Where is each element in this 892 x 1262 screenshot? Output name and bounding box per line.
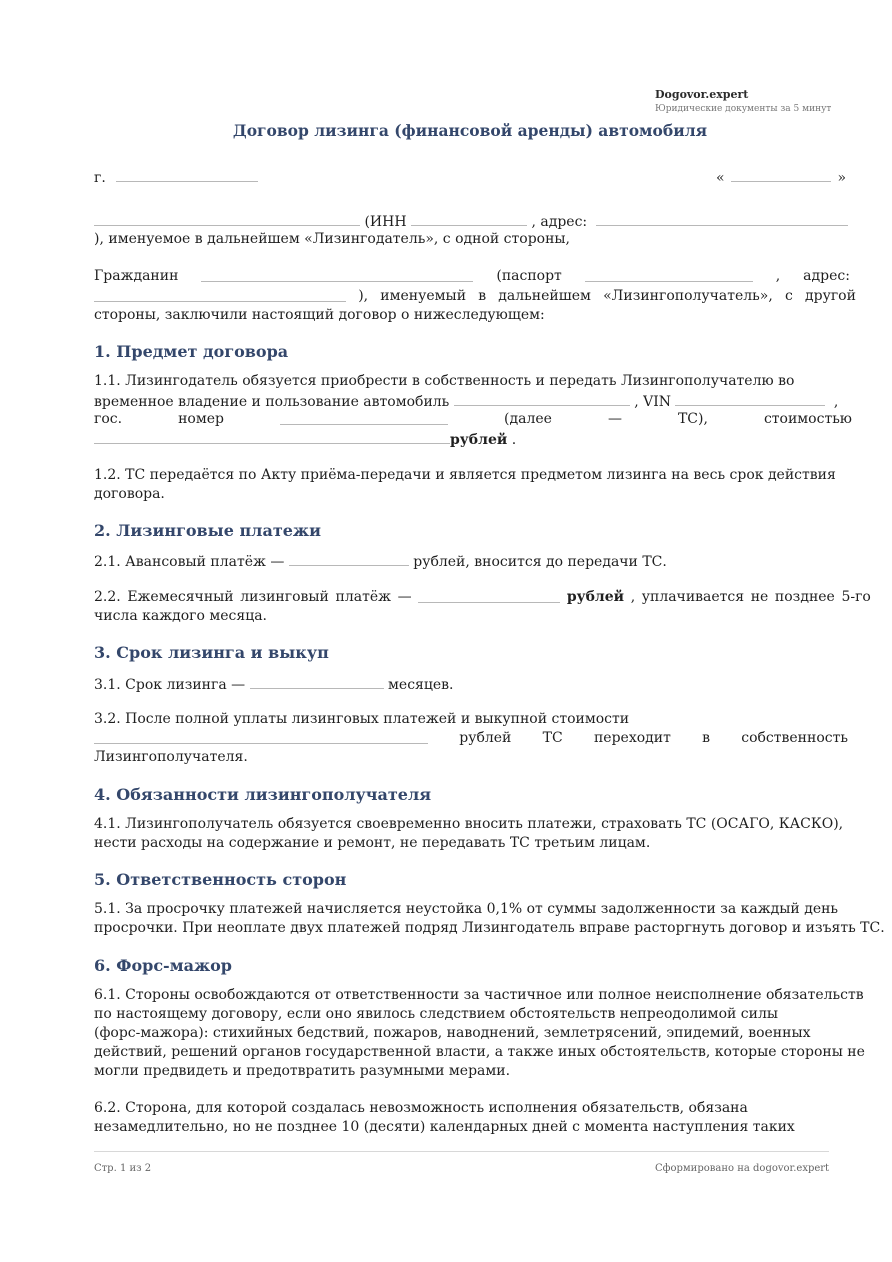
section-6-heading: 6. Форс-мажор — [94, 956, 232, 975]
party1-inn-label: (ИНН — [364, 214, 407, 230]
word: — — [397, 589, 412, 605]
s6-p1-line3: (форс-мажора): стихийных бедствий, пожаров, наводнений, землетрясений, эпидемий, военных — [94, 1025, 811, 1041]
s1-p1-line2 — [94, 391, 838, 412]
party2-passport-blank — [585, 267, 753, 282]
section-4-heading: 4. Обязанности лизингополучателя — [94, 785, 432, 804]
word: с — [785, 288, 793, 304]
word: переходит — [593, 730, 671, 746]
s1-p2-line1: 1.2. ТС передаётся по Акту приёма-передачи и является предметом лизинга на весь срок действия — [94, 467, 836, 483]
section-2-heading: 2. Лизинговые платежи — [94, 521, 321, 540]
text: 3.1. Срок лизинга — — [94, 677, 246, 693]
car-blank — [454, 391, 630, 406]
party2-address-label: адрес: — [803, 268, 850, 284]
word: гос. — [94, 411, 123, 427]
word: (далее — [504, 411, 552, 427]
word: , — [630, 589, 636, 605]
footer-generated: Сформировано на dogovor.expert — [655, 1163, 830, 1174]
word: позднее — [774, 589, 835, 605]
party1-line1 — [94, 211, 848, 232]
word: дальнейшем — [498, 288, 591, 304]
text: , — [833, 394, 839, 410]
text: 2.1. Авансовый платёж — — [94, 554, 285, 570]
brand-block — [655, 88, 831, 114]
party2-name-blank — [201, 267, 473, 282]
brand-name: Dogovor.expert — [655, 88, 749, 101]
s1-p2-line2: договора. — [94, 486, 165, 502]
term-blank — [250, 674, 384, 689]
party1-line2: ), именуемое в дальнейшем «Лизингодатель», с одной стороны, — [94, 231, 571, 247]
party2-line2 — [94, 287, 856, 306]
party1-inn-blank — [411, 211, 527, 226]
word: уплачивается — [641, 589, 745, 605]
word: собственность — [741, 730, 848, 746]
word: стоимостью — [763, 411, 852, 427]
word: ТС — [542, 730, 563, 746]
s6-p2-line2: незамедлительно, но не позднее 10 (десяти) календарных дней с момента наступления таких — [94, 1119, 795, 1135]
party2-line3: стороны, заключили настоящий договор о нижеследующем: — [94, 307, 545, 323]
rub-label: рублей — [566, 589, 625, 605]
s5-p1-line1: 5.1. За просрочку платежей начисляется неустойка 0,1% от суммы задолженности за каждый день — [94, 901, 839, 917]
word: «Лизингополучатель», — [603, 288, 773, 304]
word: номер — [178, 411, 224, 427]
word: платёж — [335, 589, 391, 605]
text: месяцев. — [388, 677, 454, 693]
cost-blank — [94, 429, 450, 444]
word: 5-го — [841, 589, 871, 605]
party2-passport-label: (паспорт — [496, 268, 562, 284]
party2-address-blank — [94, 287, 346, 302]
place-prefix: г. — [94, 170, 106, 186]
rub-label: рублей — [450, 432, 508, 448]
word: 2.2. — [94, 589, 121, 605]
word: в — [702, 730, 710, 746]
word: в — [478, 288, 487, 304]
section-3-heading: 3. Срок лизинга и выкуп — [94, 643, 329, 662]
s2-p2-line2: числа каждого месяца. — [94, 608, 268, 624]
text: , VIN — [634, 394, 672, 410]
word: рублей — [459, 730, 512, 746]
place-blank — [116, 167, 258, 182]
advance-blank — [289, 551, 409, 566]
party1-name-blank — [94, 211, 360, 226]
date-blank — [731, 167, 831, 182]
word: ТС), — [677, 411, 708, 427]
s2-p2-line1 — [94, 588, 871, 607]
date-line — [716, 167, 846, 188]
s3-p2-line3: Лизингополучателя. — [94, 749, 248, 765]
vin-blank — [675, 391, 825, 406]
word: ), — [358, 288, 369, 304]
text: временное владение и пользование автомобиль — [94, 394, 450, 410]
party2-comma: , — [775, 268, 781, 284]
section-1-heading: 1. Предмет договора — [94, 342, 289, 361]
word: Ежемесячный — [127, 589, 234, 605]
s2-p1 — [94, 551, 667, 572]
text: рублей, вносится до передачи ТС. — [413, 554, 667, 570]
s1-p1-line4 — [94, 429, 516, 450]
s6-p1-line2: по настоящему договору, если оно явилось следствием обстоятельств непреодолимой силы — [94, 1006, 778, 1022]
s3-p2-line1: 3.2. После полной уплаты лизинговых платежей и выкупной стоимости — [94, 711, 630, 727]
party1-address-label: , адрес: — [531, 214, 588, 230]
s1-p1-line3 — [94, 410, 852, 429]
footer-page-number: Стр. 1 из 2 — [94, 1163, 152, 1174]
text: . — [511, 432, 517, 448]
s6-p2-line1: 6.2. Сторона, для которой создалась невозможность исполнения обязательств, обязана — [94, 1100, 748, 1116]
plate-blank — [280, 410, 448, 425]
date-close-quote: » — [837, 170, 847, 186]
word: именуемый — [380, 288, 467, 304]
s4-p1-line2: нести расходы на содержание и ремонт, не передавать ТС третьим лицам. — [94, 835, 651, 851]
party2-citizen: Гражданин — [94, 268, 179, 284]
party1-address-blank — [596, 211, 848, 226]
place-line — [94, 167, 258, 188]
word: — — [607, 411, 622, 427]
s5-p1-line2: просрочки. При неоплате двух платежей подряд Лизингодатель вправе расторгнуть договор и изъять ТС. — [94, 920, 885, 936]
section-5-heading: 5. Ответственность сторон — [94, 870, 347, 889]
party2-line1 — [94, 267, 850, 286]
word: не — [750, 589, 769, 605]
s3-p2-line2 — [94, 729, 848, 748]
brand-tagline: Юридические документы за 5 минут — [655, 104, 832, 114]
buyout-blank — [94, 729, 428, 744]
s3-p1 — [94, 674, 454, 695]
date-open-quote: « — [716, 170, 725, 186]
monthly-blank — [418, 588, 560, 603]
s4-p1-line1: 4.1. Лизингополучатель обязуется своевременно вносить платежи, страховать ТС (ОСАГО, КАСКО), — [94, 816, 844, 832]
s6-p1-line5: могли предвидеть и предотвратить разумными мерами. — [94, 1063, 511, 1079]
s1-p1-line1: 1.1. Лизингодатель обязуется приобрести в собственность и передать Лизингополучателю во — [94, 373, 795, 389]
footer-divider — [94, 1151, 829, 1152]
word: лизинговый — [240, 589, 329, 605]
word: другой — [805, 288, 856, 304]
s6-p1-line4: действий, решений органов государственной власти, а также иных обстоятельств, которые стороны не — [94, 1044, 865, 1060]
document-title: Договор лизинга (финансовой аренды) автомобиля — [232, 121, 708, 140]
s6-p1-line1: 6.1. Стороны освобождаются от ответственности за частичное или полное неисполнение обязательств — [94, 987, 864, 1003]
